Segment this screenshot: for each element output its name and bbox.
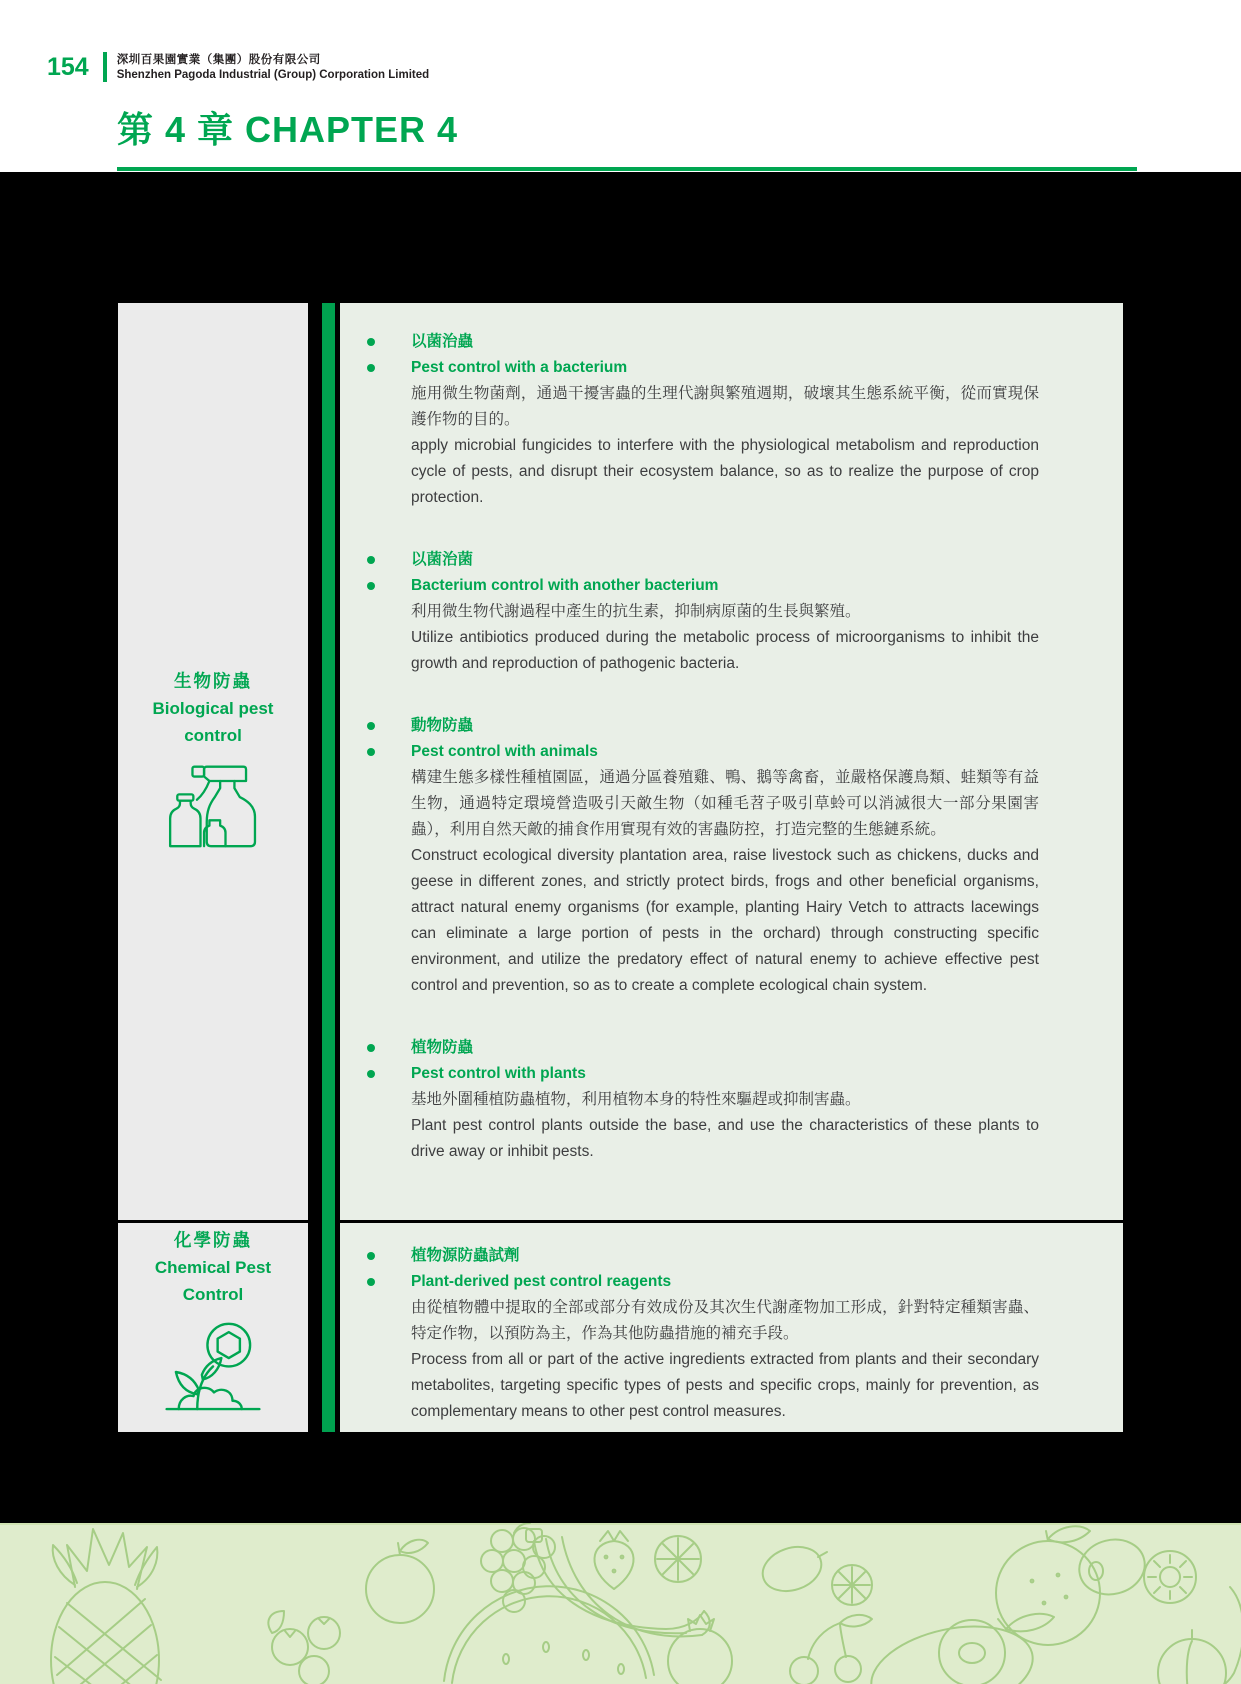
content-cell-biological — [340, 303, 1123, 1220]
method-title-zh: 以菌治菌 — [411, 551, 474, 568]
bullet-icon — [367, 748, 375, 756]
company-name-block — [117, 52, 429, 82]
pest-method-item — [411, 329, 1039, 511]
method-desc-zh: 基地外圍種植防蟲植物，利用植物本身的特性來驅趕或抑制害蟲。 — [411, 1091, 861, 1108]
method-title-en: Plant-derived pest control reagents — [411, 1273, 672, 1290]
content-cell-chemical — [340, 1223, 1123, 1432]
method-desc-zh: 利用微生物代謝過程中產生的抗生素，抑制病原菌的生長與繁殖。 — [411, 603, 861, 620]
method-desc-en: Utilize antibiotics produced during the metabolic process of microorganisms to inhibit the growth and reproduction of pathogenic bacteria. — [411, 629, 1039, 672]
bullet-icon — [367, 1044, 375, 1052]
method-title-zh: 動物防蟲 — [411, 717, 474, 734]
method-title-zh: 植物源防蟲試劑 — [411, 1247, 520, 1264]
category-cell-chemical — [118, 1223, 308, 1432]
bullet-icon — [367, 582, 375, 590]
bullet-icon — [367, 364, 375, 372]
method-title-zh: 植物防蟲 — [411, 1039, 474, 1056]
bullet-icon — [367, 338, 375, 346]
bullet-icon — [367, 722, 375, 730]
spray-bottle-icon — [163, 761, 263, 856]
page-header — [0, 0, 1241, 172]
page-number-divider — [103, 52, 107, 82]
fruit-pattern — [0, 1523, 1241, 1684]
chapter-underline — [117, 167, 1137, 171]
chapter-title: 第 4 章 CHAPTER 4 — [117, 109, 459, 150]
bullet-icon — [367, 1278, 375, 1286]
pest-method-item — [411, 1035, 1039, 1165]
page-number-block — [47, 52, 429, 82]
method-title-en: Pest control with animals — [411, 743, 598, 760]
bullet-icon — [367, 1252, 375, 1260]
category-label-zh: 生物防蟲 — [174, 670, 252, 691]
method-desc-en: apply microbial fungicides to interfere with the physiological metabolism and reproduction cycle of pests, and disrupt their ecosystem balance, so as to realize the purpose of crop protection. — [411, 437, 1039, 506]
category-label-en: Biological pest control — [152, 698, 274, 745]
pest-control-table — [118, 303, 1123, 1432]
bullet-icon — [367, 556, 375, 564]
method-desc-zh: 施用微生物菌劑，通過干擾害蟲的生理代謝與繁殖週期，破壞其生態系統平衡，從而實現保護作物的目的。 — [411, 385, 1039, 428]
bullet-icon — [367, 1070, 375, 1078]
method-desc-zh: 構建生態多樣性種植園區，通過分區養殖雞、鴨、鵝等禽畜，並嚴格保護鳥類、蛙類等有益生物，通過特定環境營造吸引天敵生物（如種毛苕子吸引草蛉可以消滅很大一部分果園害蟲），利用自然天敵的捕食作用實現有效的害蟲防控，打造完整的生態鏈系統。 — [411, 769, 1039, 838]
sprout-molecule-icon — [162, 1320, 264, 1429]
method-title-en: Bacterium control with another bacterium — [411, 577, 719, 594]
method-desc-en: Process from all or part of the active ingredients extracted from plants and their secondary metabolites, targeting specific types of pests and specific crops, mainly for prevention, as complementary means to other pest control measures. — [411, 1351, 1039, 1420]
pest-method-item — [411, 1243, 1039, 1425]
company-name-zh: 深圳百果園實業（集團）股份有限公司 — [116, 54, 321, 66]
category-label-en: Chemical Pest Control — [154, 1257, 272, 1304]
page-number: 154 — [47, 53, 89, 81]
pest-method-item — [411, 713, 1039, 999]
table-green-bar — [322, 303, 335, 1432]
method-desc-zh: 由從植物體中提取的全部或部分有效成份及其次生代謝產物加工形成，針對特定種類害蟲、特定作物，以預防為主，作為其他防蟲措施的補充手段。 — [411, 1299, 1039, 1342]
company-name-en: Shenzhen Pagoda Industrial (Group) Corporation Limited — [116, 69, 430, 81]
category-label-zh: 化學防蟲 — [174, 1229, 252, 1250]
row-divider-line — [118, 1220, 1123, 1223]
method-title-zh: 以菌治蟲 — [411, 333, 474, 350]
category-cell-biological — [118, 303, 308, 1220]
pest-method-item — [411, 547, 1039, 677]
method-title-en: Pest control with a bacterium — [411, 359, 628, 376]
method-desc-en: Plant pest control plants outside the base, and use the characteristics of these plants to drive away or inhibit pests. — [411, 1117, 1039, 1160]
method-title-en: Pest control with plants — [411, 1065, 586, 1082]
method-desc-en: Construct ecological diversity plantation area, raise livestock such as chickens, ducks and geese in different zones, and strictly protect birds, frogs and other beneficial organisms, attract natural enemy organisms (for example, planting Hairy Vetch to attracts lacewings can eliminate a large portion of pests in the orchard) through constructing specific environment, and utilize the predatory effect of natural enemy to achieve effective pest control and prevention, so as to create a complete ecological chain system. — [411, 847, 1039, 994]
